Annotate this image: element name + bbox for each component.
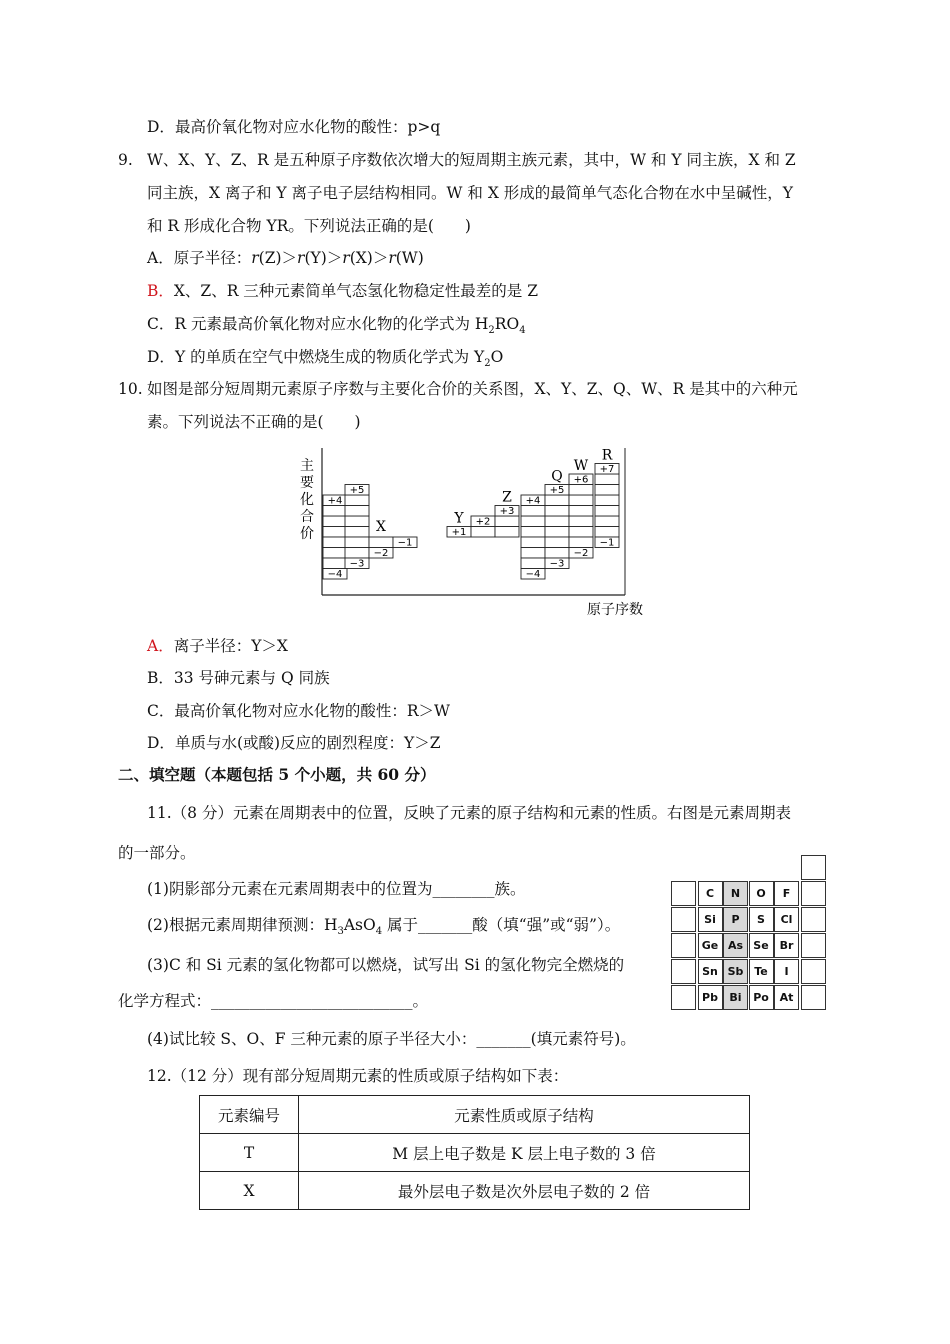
valence-value-label: −4 [327, 569, 343, 580]
empty-cell [801, 881, 826, 906]
valence-bar-segment [595, 527, 619, 538]
empty-cell [671, 881, 696, 906]
valence-value-label: +2 [475, 516, 491, 528]
header-element-property: 元素性质或原子结构 [299, 1096, 750, 1134]
valence-bar-segment [595, 485, 619, 496]
valence-bar-segment [521, 516, 545, 527]
element-cell: C [698, 881, 723, 906]
valence-bar-segment [345, 495, 369, 506]
valence-bar-segment [569, 516, 593, 527]
element-label-R: R [601, 447, 613, 464]
header-element-id: 元素编号 [200, 1096, 299, 1134]
empty-cell [801, 907, 826, 932]
valence-value-label: +5 [349, 485, 365, 496]
valence-chart [290, 440, 660, 625]
y-axis-label-char: 主 [300, 458, 314, 474]
table-header-row [200, 1096, 750, 1134]
q11-part-3b: 化学方程式：__________________________。 [118, 992, 429, 1010]
q10-option-b: B．33 号砷元素与 Q 同族 [147, 669, 330, 687]
table-cell: X [200, 1172, 299, 1210]
q9-option-b: B．X、Z、R 三种元素简单气态氢化物稳定性最差的是 Z [147, 282, 538, 300]
table-row [200, 1134, 750, 1172]
valence-bar-segment [323, 548, 347, 559]
valence-bar-segment [595, 506, 619, 517]
element-cell: At [774, 985, 799, 1010]
table-cell: 最外层电子数是次外层电子数的 2 倍 [299, 1172, 750, 1210]
empty-cell [801, 855, 826, 880]
empty-cell [671, 959, 696, 984]
x-axis-label: 原子序数 [587, 602, 643, 618]
valence-bar-segment [521, 558, 545, 569]
q11-part-1: (1)阴影部分元素在元素周期表中的位置为________族。 [147, 880, 526, 898]
valence-value-label: −1 [397, 537, 413, 549]
q12-element-table [199, 1095, 750, 1210]
valence-bar-segment [369, 537, 393, 548]
q10-stem-2: 素。下列说法不正确的是( ) [147, 413, 361, 431]
q9-option-d: D．Y 的单质在空气中燃烧生成的物质化学式为 $Y_2O$ [147, 348, 504, 370]
element-cell: Sb [723, 959, 748, 984]
empty-cell [671, 907, 696, 932]
element-cell: F [774, 881, 799, 906]
element-cell: As [723, 933, 748, 958]
element-label-Z: Z [502, 489, 512, 506]
table-cell: M 层上电子数是 K 层上电子数的 3 倍 [299, 1134, 750, 1172]
valence-bar-segment [345, 516, 369, 527]
valence-bar-segment [323, 558, 347, 569]
element-label-X: X [376, 519, 386, 535]
valence-bar-segment [545, 495, 569, 506]
valence-bar-segment [569, 485, 593, 496]
element-cell: Po [749, 985, 774, 1010]
valence-bar-segment [495, 516, 519, 527]
valence-bar-segment [595, 474, 619, 485]
element-cell: P [723, 907, 748, 932]
q10-option-d: D．单质与水(或酸)反应的剧烈程度：Y＞Z [147, 734, 441, 752]
element-cell: N [723, 881, 748, 906]
valence-bar-segment [595, 516, 619, 527]
valence-value-label: +6 [573, 474, 589, 486]
valence-bar-segment [569, 495, 593, 506]
element-cell: Bi [723, 985, 748, 1010]
valence-bar-segment [345, 548, 369, 559]
empty-cell [671, 933, 696, 958]
valence-value-label: +3 [499, 506, 515, 517]
element-label-W: W [573, 458, 589, 474]
q10-option-a: A．离子半径：Y＞X [147, 637, 288, 655]
valence-bar-segment [323, 506, 347, 517]
valence-bar-segment [521, 527, 545, 538]
valence-value-label: −3 [349, 558, 365, 570]
element-cell: S [749, 907, 774, 932]
valence-bar-segment [323, 516, 347, 527]
q9-number: 9. [118, 151, 133, 169]
empty-cell [801, 959, 826, 984]
q9-stem-2: 同主族，X 离子和 Y 离子电子层结构相同。W 和 X 形成的最简单气态化合物在水中呈碱性，Y [147, 184, 794, 202]
q10-stem-1: 如图是部分短周期元素原子序数与主要化合价的关系图，X、Y、Z、Q、W、R 是其中的六种元 [147, 380, 798, 398]
empty-cell [801, 933, 826, 958]
valence-value-label: −3 [549, 558, 565, 570]
valence-bar-segment [569, 527, 593, 538]
valence-bar-segment [471, 527, 495, 538]
q11-intro-1: 11.（8 分）元素在周期表中的位置，反映了元素的原子结构和元素的性质。右图是元素周期表 [147, 804, 791, 822]
valence-value-label: +1 [451, 527, 467, 538]
valence-bar-segment [345, 506, 369, 517]
element-label-Q: Q [551, 468, 563, 485]
q9-stem-1: W、X、Y、Z、R 是五种原子序数依次增大的短周期主族元素，其中，W 和 Y 同主族，X 和 Z [147, 151, 796, 169]
valence-bar-segment [595, 495, 619, 506]
valence-bar-segment [521, 548, 545, 559]
q10-option-c: C．最高价氧化物对应水化物的酸性：R＞W [147, 702, 450, 720]
element-cell: Br [774, 933, 799, 958]
valence-bar-segment [545, 548, 569, 559]
valence-bar-segment [545, 516, 569, 527]
element-cell: Ge [698, 933, 723, 958]
valence-bar-segment [545, 527, 569, 538]
element-cell: Sn [698, 959, 723, 984]
y-axis-label-char: 价 [300, 526, 314, 542]
q9-option-a: A．原子半径：r(Z)＞r(Y)＞r(X)＞r(W) [147, 249, 424, 267]
element-cell: Te [749, 959, 774, 984]
q11-intro-2: 的一部分。 [118, 844, 196, 862]
valence-bar-segment [323, 537, 347, 548]
valence-bar-segment [495, 527, 519, 538]
valence-bar-segment [521, 537, 545, 548]
valence-value-label: −1 [599, 537, 615, 549]
empty-cell [801, 985, 826, 1010]
valence-value-label: −2 [373, 548, 389, 559]
element-label-Y: Y [454, 510, 464, 527]
y-axis-label-char: 合 [300, 509, 314, 525]
q8-option-d: D．最高价氧化物对应水化物的酸性：p>q [147, 118, 441, 136]
valence-value-label: +4 [327, 495, 343, 507]
table-cell: T [200, 1134, 299, 1172]
q12-intro: 12.（12 分）现有部分短周期元素的性质或原子结构如下表： [147, 1067, 569, 1085]
empty-cell [671, 985, 696, 1010]
valence-value-label: +4 [525, 495, 541, 507]
element-cell: I [774, 959, 799, 984]
q11-part-2: (2)根据元素周期律预测：$H_3AsO_4$ 属于_______酸（填“强”或“弱”）。 [147, 916, 621, 938]
table-row [200, 1172, 750, 1210]
valence-bar-segment [545, 537, 569, 548]
valence-value-label: +7 [599, 464, 615, 475]
element-cell: Cl [774, 907, 799, 932]
valence-value-label: −2 [573, 548, 589, 559]
valence-value-label: −4 [525, 569, 541, 580]
y-axis-label-char: 要 [300, 475, 314, 491]
q9-option-c: C．R 元素最高价氧化物对应水化物的化学式为 $H_2RO_4$ [147, 315, 526, 337]
valence-bar-segment [345, 537, 369, 548]
element-cell: O [749, 881, 774, 906]
valence-bar-segment [569, 506, 593, 517]
element-cell: Pb [698, 985, 723, 1010]
valence-bar-segment [323, 527, 347, 538]
valence-bar-segment [545, 506, 569, 517]
q10-number: 10. [118, 380, 143, 398]
element-cell: Si [698, 907, 723, 932]
section-2-title: 二、填空题（本题包括 5 个小题，共 60 分） [118, 765, 436, 784]
valence-bar-segment [569, 537, 593, 548]
q9-stem-3: 和 R 形成化合物 YR。下列说法正确的是( ) [147, 217, 471, 235]
valence-bar-segment [345, 527, 369, 538]
q11-part-3a: (3)C 和 Si 元素的氢化物都可以燃烧，试写出 Si 的氢化物完全燃烧的 [147, 956, 625, 974]
element-cell: Se [749, 933, 774, 958]
valence-bar-segment [521, 506, 545, 517]
y-axis-label-char: 化 [300, 492, 314, 508]
q11-part-4: (4)试比较 S、O、F 三种元素的原子半径大小：_______(填元素符号)。 [147, 1030, 636, 1048]
valence-value-label: +5 [549, 485, 565, 496]
